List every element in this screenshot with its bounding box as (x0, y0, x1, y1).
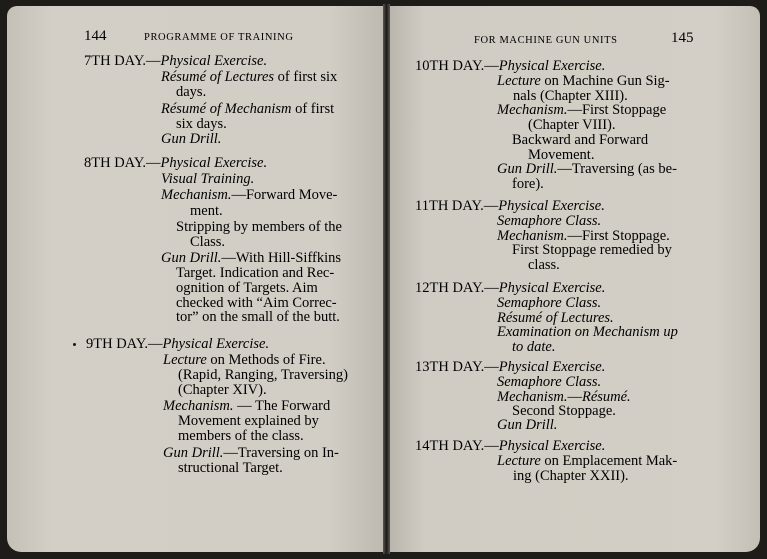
italic-text: Physical Exercise. (498, 359, 606, 375)
text-line (497, 454, 677, 469)
text: — (567, 389, 582, 405)
text: structional Target. (178, 460, 283, 476)
italic-text: Semaphore Class. (497, 295, 602, 311)
text: Second Stoppage. (512, 403, 616, 419)
italic-text: Gun Drill. (497, 161, 558, 177)
text: 12TH DAY.— (415, 280, 499, 296)
text: Class. (190, 234, 226, 250)
text-line (176, 281, 318, 296)
text: First Stoppage remedied by (512, 242, 672, 258)
text: —Traversing on In- (223, 445, 339, 461)
italic-text: Mechanism. (497, 228, 568, 244)
text: of first six (274, 69, 338, 85)
italic-text: Mechanism. (163, 398, 234, 414)
italic-text: Résumé. (581, 389, 631, 405)
text: on Emplacement Mak- (540, 453, 678, 469)
text-line (415, 360, 605, 375)
text: —First Stoppage (567, 102, 667, 118)
text-line (161, 251, 341, 266)
text: 7TH DAY.— (84, 53, 161, 69)
book-gutter (383, 4, 390, 554)
text-line (497, 296, 601, 311)
text: (Rapid, Ranging, Traversing) (178, 367, 348, 383)
text: ognition of Targets. Aim (176, 280, 318, 296)
text-line (178, 461, 283, 476)
italic-text: Mechanism. (161, 187, 232, 203)
text: on Machine Gun Sig- (540, 73, 670, 89)
text-line (86, 337, 269, 352)
text: members of the class. (178, 428, 304, 444)
text: Movement explained by (178, 413, 319, 429)
text: six days. (176, 116, 227, 132)
text-line (497, 325, 678, 340)
text-line (497, 375, 601, 390)
text: (Chapter XIV). (178, 382, 267, 398)
text-line (497, 103, 666, 118)
text: Target. Indication and Rec- (176, 265, 335, 281)
italic-text: Mechanism. (497, 389, 568, 405)
text: 13TH DAY.— (415, 359, 499, 375)
text: Movement. (528, 147, 595, 163)
text: — The Forward (233, 398, 331, 414)
italic-text: Gun Drill. (497, 417, 558, 433)
text-line (161, 188, 337, 203)
text: —First Stoppage. (567, 228, 670, 244)
text-line (178, 429, 304, 444)
italic-text: Gun Drill. (163, 445, 224, 461)
text-line (178, 383, 267, 398)
italic-text: Gun Drill. (161, 131, 222, 147)
text-line (513, 469, 629, 484)
text-line (163, 446, 339, 461)
text-line (497, 418, 557, 433)
italic-text: Résumé of Lectures. (497, 310, 614, 326)
text-line (497, 162, 677, 177)
ink-mark (73, 343, 76, 346)
italic-text: Physical Exercise. (160, 155, 268, 171)
italic-text: Visual Training. (161, 171, 255, 187)
text: checked with “Aim Correc- (176, 295, 337, 311)
text-line (528, 258, 560, 273)
italic-text: Physical Exercise. (498, 280, 606, 296)
left-running-head: PROGRAMME OF TRAINING (144, 32, 294, 43)
text: 11TH DAY.— (415, 198, 499, 214)
text-line (176, 310, 340, 325)
text: class. (528, 257, 560, 273)
italic-text: Gun Drill. (161, 250, 222, 266)
italic-text: Mechanism. (497, 102, 568, 118)
text: days. (176, 84, 207, 100)
text-line (161, 102, 334, 117)
text-line (512, 177, 544, 192)
text-line (161, 70, 337, 85)
text-line (528, 118, 616, 133)
text-line (163, 399, 330, 414)
text: of first (291, 101, 335, 117)
text-line (512, 243, 672, 258)
text: (Chapter VIII). (528, 117, 616, 133)
italic-text: Physical Exercise. (162, 336, 270, 352)
text-line (415, 281, 605, 296)
text-line (190, 235, 225, 250)
italic-text: to date. (512, 339, 556, 355)
italic-text: Lecture (497, 73, 541, 89)
italic-text: Physical Exercise. (498, 198, 605, 214)
italic-text: Physical Exercise. (160, 53, 268, 69)
text-line (176, 266, 334, 281)
text: ing (Chapter XXII). (513, 468, 629, 484)
text-line (84, 156, 267, 171)
text: on Methods of Fire. (206, 352, 326, 368)
text-line (415, 59, 605, 74)
italic-text: Physical Exercise. (498, 58, 606, 74)
text-line (415, 199, 605, 214)
text-line (415, 439, 605, 454)
text-line (176, 220, 342, 235)
text: fore). (512, 176, 544, 192)
text: Backward and Forward (512, 132, 649, 148)
text: tor” on the small of the butt. (176, 309, 340, 325)
text-line (178, 414, 319, 429)
left-page-number: 144 (84, 28, 107, 44)
text: nals (Chapter XIII). (513, 88, 628, 104)
italic-text: Résumé of Lectures (161, 69, 275, 85)
text: ment. (190, 203, 223, 219)
text: 8TH DAY.— (84, 155, 161, 171)
italic-text: Semaphore Class. (497, 374, 602, 390)
text: —Traversing (as be- (557, 161, 677, 177)
text-line (161, 172, 254, 187)
text: 9TH DAY.— (86, 336, 163, 352)
text-line (512, 340, 556, 355)
text-line (176, 85, 206, 100)
text-line (161, 132, 221, 147)
text: —With Hill-Siffkins (221, 250, 342, 266)
text-line (178, 368, 348, 383)
text-line (176, 117, 227, 132)
italic-text: Physical Exercise. (498, 438, 606, 454)
text-line (512, 133, 648, 148)
italic-text: Lecture (497, 453, 541, 469)
text: Stripping by members of the (176, 219, 342, 235)
italic-text: Examination on Mechanism up (497, 324, 678, 340)
italic-text: Résumé of Mechanism (161, 101, 292, 117)
text-line (497, 74, 670, 89)
italic-text: Semaphore Class. (497, 213, 602, 229)
text: 10TH DAY.— (415, 58, 499, 74)
right-running-head: FOR MACHINE GUN UNITS (474, 35, 618, 46)
italic-text: Lecture (163, 352, 207, 368)
text-line (190, 204, 223, 219)
text-line (163, 353, 326, 368)
text-line (84, 54, 267, 69)
text: 14TH DAY.— (415, 438, 499, 454)
right-page-number: 145 (671, 30, 694, 46)
text: —Forward Move- (231, 187, 338, 203)
text-line (497, 214, 601, 229)
